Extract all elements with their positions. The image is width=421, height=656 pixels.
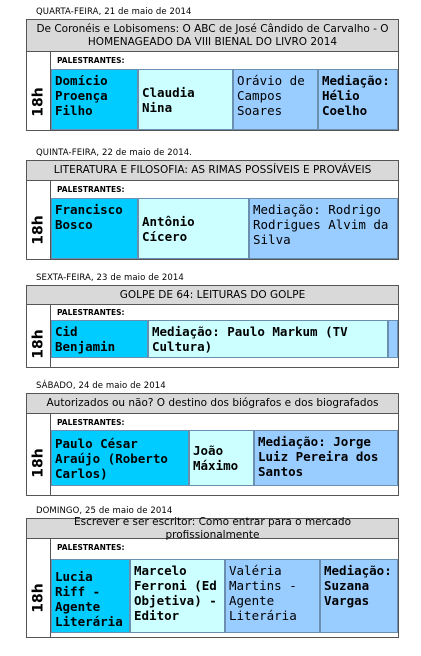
event-title-line: De Coronéis e Lobisomens: O ABC de José Cândido de Carvalho - O (36, 22, 389, 35)
speaker-cell: Lucia Riff - Agente Literária (51, 559, 130, 633)
hour-label: 18h (31, 87, 48, 117)
event-title (27, 286, 398, 305)
event-title (27, 515, 398, 541)
event-title-line: HOMENAGEADO DA VIII BIENAL DO LIVRO 2014 (87, 35, 338, 48)
speaker-cell: Antônio Cícero (138, 198, 249, 259)
speaker-cell: Paulo César Araújo (Roberto Carlos) (51, 430, 189, 486)
event-box (26, 393, 399, 496)
event-title-line: Autorizados ou não? O destino dos biógrafos e dos biografados (46, 397, 379, 409)
event-title-line: GOLPE DE 64: LEITURAS DO GOLPE (119, 288, 306, 301)
hour-label: 18h (31, 215, 48, 245)
speakers-label: PALESTRANTES: (57, 418, 125, 427)
event-box (26, 285, 399, 368)
day-date: QUARTA-FEIRA, 21 de maio de 2014 (36, 7, 192, 17)
speakers-label: PALESTRANTES: (57, 185, 125, 194)
day-date: SÁBADO, 24 de maio de 2014 (36, 381, 166, 391)
event-title-line: Escrever e ser escritor: Como entrar para o mercado profissionalmente (73, 515, 352, 541)
empty-cell (388, 320, 398, 358)
hour-label: 18h (31, 447, 48, 478)
event-title (27, 161, 398, 181)
speaker-cell: Francisco Bosco (51, 198, 138, 259)
event-title (27, 20, 398, 52)
moderator-cell: Mediação: Hélio Coelho (318, 69, 398, 130)
hour-label: 18h (31, 583, 48, 613)
hour-label: 18h (31, 328, 48, 359)
speaker-cell: Cid Benjamin (51, 320, 148, 358)
moderator-cell: Mediação: Paulo Markum (TV Cultura) (148, 320, 388, 358)
speaker-cell: Claudia Nina (138, 69, 233, 130)
event-title-line: LITERATURA E FILOSOFIA: AS RIMAS POSSÍVEIS E PROVÁVEIS (53, 164, 372, 176)
moderator-cell: Mediação: Rodrigo Rodrigues Alvim da Silva (249, 198, 398, 259)
event-box (26, 160, 399, 260)
speakers-label: PALESTRANTES: (57, 543, 125, 552)
event-box (26, 19, 399, 131)
speaker-cell: Domício Proença Filho (51, 69, 138, 130)
day-date: QUINTA-FEIRA, 22 de maio de 2014. (36, 148, 193, 158)
day-date: SEXTA-FEIRA, 23 de maio de 2014 (36, 273, 184, 283)
speaker-cell: Orávio de Campos Soares (233, 69, 318, 130)
event-title (27, 394, 398, 414)
speakers-label: PALESTRANTES: (57, 56, 125, 65)
moderator-cell: Mediação: Suzana Vargas (320, 559, 398, 633)
day-date: DOMINGO, 25 de maio de 2014 (36, 506, 173, 516)
moderator-cell: Mediação: Jorge Luiz Pereira dos Santos (254, 430, 398, 486)
speaker-cell: Valéria Martins - Agente Literária (225, 559, 320, 633)
speaker-cell: Marcelo Ferroni (Ed Objetiva) - Editor (130, 559, 225, 633)
event-box (26, 515, 399, 638)
speakers-label: PALESTRANTES: (57, 308, 125, 317)
speaker-cell: João Máximo (189, 430, 254, 486)
